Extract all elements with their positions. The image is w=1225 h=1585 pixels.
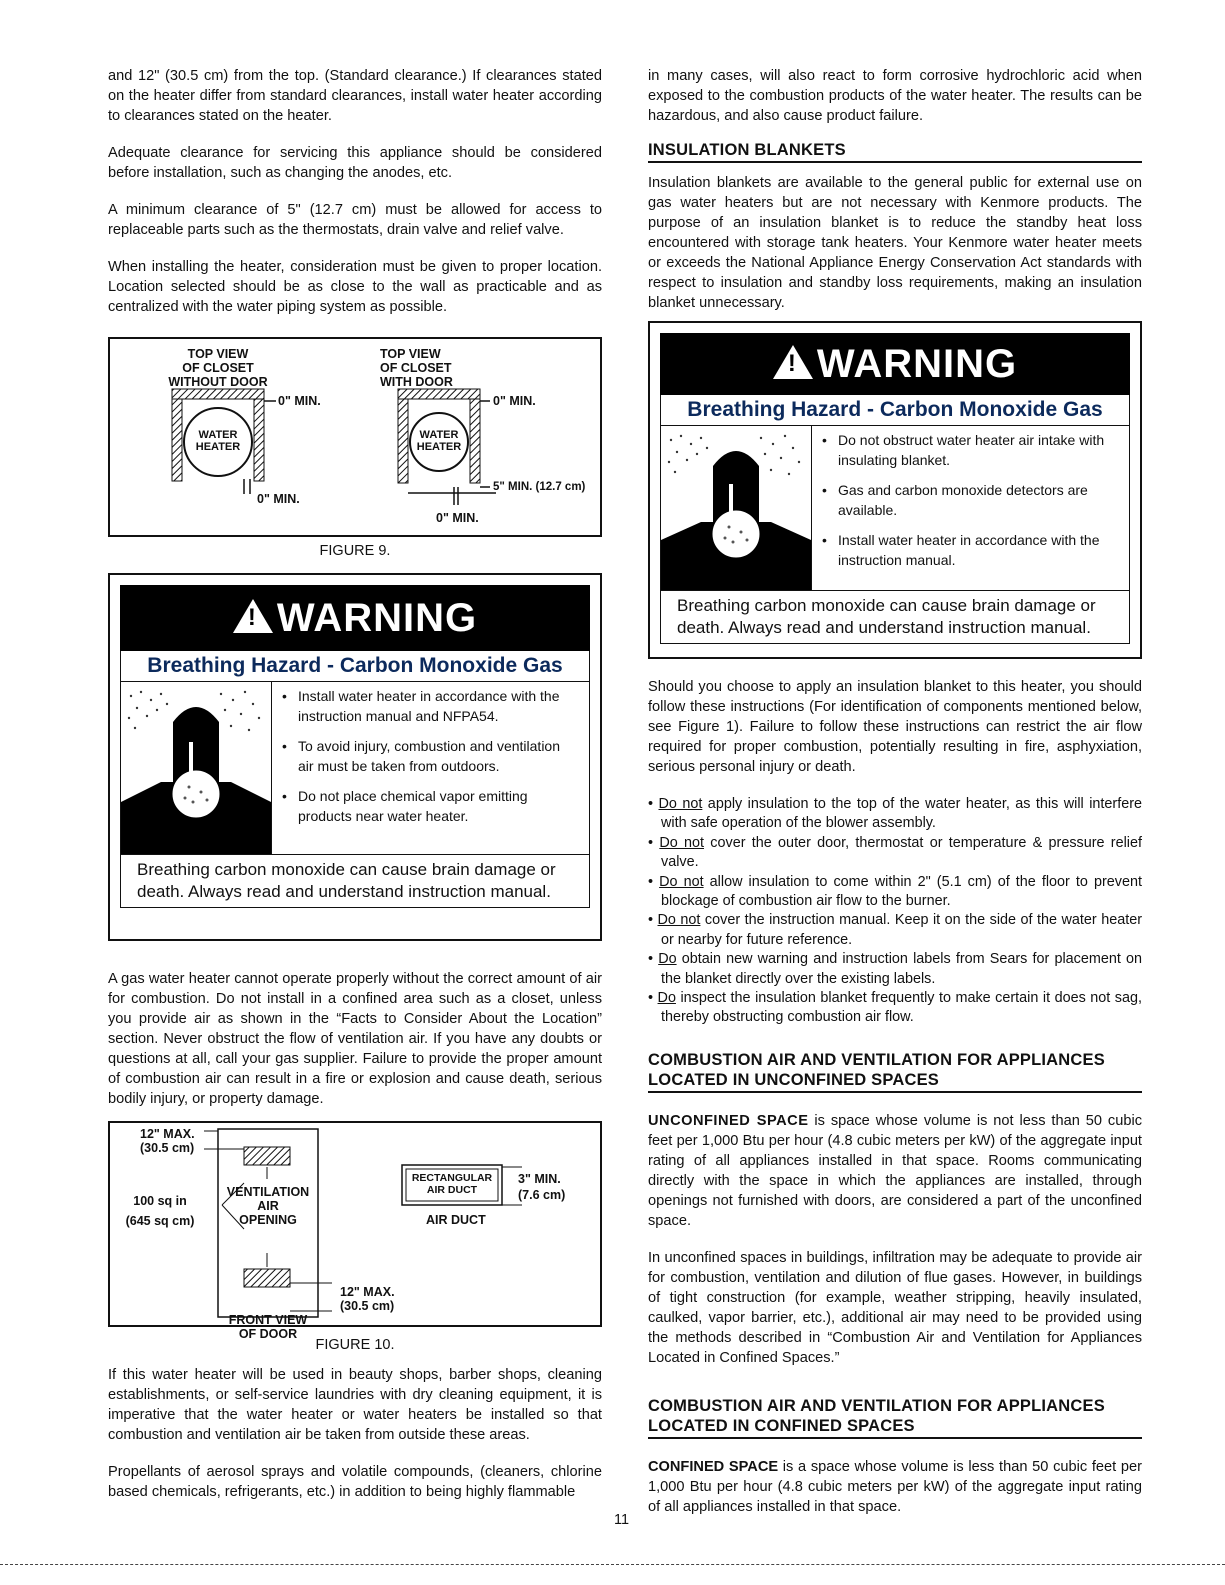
fig9-b-title-2: OF CLOSET (380, 361, 452, 375)
warning-box-right (648, 321, 1142, 659)
fig10-vent-2: AIR (257, 1199, 279, 1213)
warning-bullet: • Do not place chemical vapor emitting products near water heater. (282, 786, 577, 826)
fig9-b-title-3: WITH DOOR (380, 375, 453, 389)
figure-10-caption: FIGURE 10. (315, 1337, 395, 1353)
left-column (108, 66, 602, 1519)
fig10-max-2b: (30.5 cm) (340, 1299, 395, 1313)
fig9-b-water: WATER (419, 429, 459, 441)
list-item: • Do not cover the outer door, thermostat or temperature & pressure relief valve. (648, 834, 1142, 871)
fig10-sq-2: (645 sq cm) (125, 1214, 195, 1228)
paragraph: If this water heater will be used in beauty shops, barber shops, cleaning establishments, or self-service laundries with dry cleaning equipment, it is imperative that the water heater or water heaters be installed so that combustion and ventilation air be taken from outside these areas. (108, 1367, 602, 1443)
closet-diagrams (110, 339, 600, 535)
paragraph: in many cases, will also react to form corrosive hydrochloric acid when exposed to the combustion products of the water heater. The results can be hazardous, and also cause product failure. (648, 68, 1142, 124)
paragraph: When installing the heater, consideration must be given to proper location. Location selected should be as close to the wall as practicable and as centralized with the water piping system as possible. (108, 259, 602, 315)
warning-bullet: • Install water heater in accordance with the instruction manual and NFPA54. (282, 686, 577, 726)
warning-bullet: • Gas and carbon monoxide detectors are available. (822, 480, 1117, 520)
insulation-bullet-list (648, 795, 1142, 1028)
warning-triangle-icon: ! (233, 599, 273, 633)
right-column (648, 66, 1142, 1534)
fig9-a-title-1: TOP VIEW (187, 347, 249, 361)
list-item: • Do not cover the instruction manual. Keep it on the side of the water heater or nearby for future reference. (648, 912, 1142, 948)
warning-subheader: Breathing Hazard - Carbon Monoxide Gas (120, 651, 590, 682)
warning-triangle-icon: ! (773, 345, 813, 379)
paragraph: A minimum clearance of 5" (12.7 cm) must be allowed for access to replaceable parts such as the thermostats, drain valve and relief valve. (108, 202, 602, 238)
person-inhaling-gas-icon (661, 426, 812, 590)
fig10-front-2: OF DOOR (238, 1327, 298, 1341)
fig9-b-top-clearance: 0" MIN. (493, 394, 536, 408)
fig9-a-bottom-clearance: 0" MIN. (257, 492, 300, 506)
section-heading: INSULATION BLANKETS (648, 140, 1142, 163)
paragraph: Should you choose to apply an insulation blanket to this heater, you should follow these instructions (For identification of components mentioned below, see Figure 1). Failure to follow these instructions can restrict the air flow required for proper combustion, potentially resulting in fire, asphyxiation, serious personal injury or death. (648, 679, 1142, 775)
fig10-rect-2: AIR DUCT (426, 1184, 478, 1196)
paragraph: CONFINED SPACE is a space whose volume is less than 50 cubic feet per 1,000 Btu per hour (4.8 cubic meters per kW) of the aggregate input rating of all appliances installed in that space. (648, 1458, 1142, 1515)
warning-footer: Breathing carbon monoxide can cause brain damage or death. Always read and understand instruction manual. (120, 854, 590, 908)
fig10-vent-1: VENTILATION (226, 1185, 310, 1199)
list-item: • Do inspect the insulation blanket frequently to make certain it does not sag, thereby obstructing combustion air flow. (648, 990, 1142, 1026)
fig9-a-title-2: OF CLOSET (182, 361, 254, 375)
paragraph: Adequate clearance for servicing this appliance should be considered before installation, such as changing the anodes, etc. (108, 145, 602, 181)
fig10-max-1a: 12" MAX. (140, 1127, 195, 1141)
fig10-front-1: FRONT VIEW (228, 1313, 308, 1327)
section-heading: COMBUSTION AIR AND VENTILATION FOR APPLIANCES LOCATED IN CONFINED SPACES (648, 1396, 1142, 1439)
warning-subheader: Breathing Hazard - Carbon Monoxide Gas (660, 395, 1130, 426)
fig9-b-bottom-clearance: 0" MIN. (436, 511, 479, 525)
list-item: • Do obtain new warning and instruction labels from Sears for placement on the blanket directly over the existing labels. (648, 951, 1142, 987)
fig10-vent-3: OPENING (239, 1213, 297, 1227)
warning-bullet: • Do not obstruct water heater air intake with insulating blanket. (822, 430, 1117, 470)
fig10-sq-1: 100 sq in (133, 1194, 187, 1208)
list-item: • Do not allow insulation to come within 2" (5.1 cm) of the floor to prevent blockage of combustion air flow to the burner. (648, 873, 1142, 910)
paragraph: Propellants of aerosol sprays and volatile compounds, (cleaners, chlorine based chemicals, refrigerants, etc.) in addition to being highly flammable (108, 1464, 602, 1500)
section-heading: COMBUSTION AIR AND VENTILATION FOR APPLIANCES LOCATED IN UNCONFINED SPACES (648, 1050, 1142, 1093)
paragraph: and 12" (30.5 cm) from the top. (Standard clearance.) If clearances stated on the heater differ from standard clearances, install water heater according to clearances stated on the heater. (108, 68, 602, 124)
warning-bullet: • To avoid injury, combustion and ventilation air must be taken from outdoors. (282, 736, 577, 776)
fig10-rect-1: RECTANGULAR (411, 1172, 493, 1184)
page-number: 11 (614, 1512, 630, 1528)
warning-header: ! WARNING (660, 333, 1130, 395)
fig9-a-top-clearance: 0" MIN. (278, 394, 321, 408)
fig9-b-side-clearance: 5" MIN. (12.7 cm) (493, 481, 586, 493)
warning-bullet: • Install water heater in accordance with the instruction manual. (822, 530, 1117, 570)
paragraph: Insulation blankets are available to the general public for external use on gas water heaters but are not necessary with Kenmore products. The purpose of an insulation blanket is to reduce the standby heat loss encountered with storage tank heaters. Your Kenmore water heater meets or exceeds the National Appliance Energy Conservation Act standards with respect to insulation and standby loss requirements, making an insulation blanket unnecessary. (648, 175, 1142, 311)
fig9-b-title-1: TOP VIEW (380, 347, 441, 361)
paragraph: In unconfined spaces in buildings, infiltration may be adequate to provide air for combustion, ventilation and dilution of flue gases. However, in buildings of tight construction (for example, weather stripping, heavily insulated, caulked, vapor barrier, etc.), additional air may need to be provided using the methods described in “Combustion Air and Ventilation for Appliances Located in Confined Spaces.” (648, 1249, 1142, 1366)
warning-box-left (108, 573, 602, 941)
fig10-min-1: 3" MIN. (518, 1172, 561, 1186)
fig10-max-1b: (30.5 cm) (140, 1141, 195, 1155)
fig9-a-water: WATER (198, 429, 238, 441)
fig9-b-heater: HEATER (416, 441, 462, 453)
warning-footer: Breathing carbon monoxide can cause brain damage or death. Always read and understand instruction manual. (660, 590, 1130, 644)
fig10-min-2: (7.6 cm) (518, 1188, 566, 1202)
paragraph: UNCONFINED SPACE is space whose volume is not less than 50 cubic feet per 1,000 Btu per hour (4.8 cubic meters per kW) of the aggregate input rating of all appliances installed in that space. Rooms communicating directly with the space in which the appliances are installed, through openings not furnished with doors, are considered a part of the unconfined space. (648, 1112, 1143, 1229)
person-inhaling-gas-icon (121, 682, 272, 854)
fig9-a-heater: HEATER (195, 441, 241, 453)
figure-9 (108, 337, 602, 537)
list-item: • Do not apply insulation to the top of the water heater, as this will interfere with safe operation of the blower assembly. (648, 796, 1143, 832)
warning-header: ! WARNING (120, 585, 590, 651)
fig10-airduct-label: AIR DUCT (426, 1213, 486, 1227)
figure-9-caption: FIGURE 9. (319, 543, 391, 559)
fig9-a-title-3: WITHOUT DOOR (168, 375, 268, 389)
figure-10 (108, 1121, 602, 1341)
fig10-max-2a: 12" MAX. (340, 1285, 395, 1299)
bottom-divider (0, 1564, 1225, 1565)
paragraph: A gas water heater cannot operate properly without the correct amount of air for combustion. Do not install in a confined area such as a closet, unless you provide air as shown in the “Facts to Consider About the Location” section. Never obstruct the flow of ventilation air. If you have any doubts or questions at all, call your gas supplier. Failure to provide the proper amount of combustion air can result in a fire or explosion and cause death, serious bodily injury, or property damage. (108, 971, 602, 1107)
